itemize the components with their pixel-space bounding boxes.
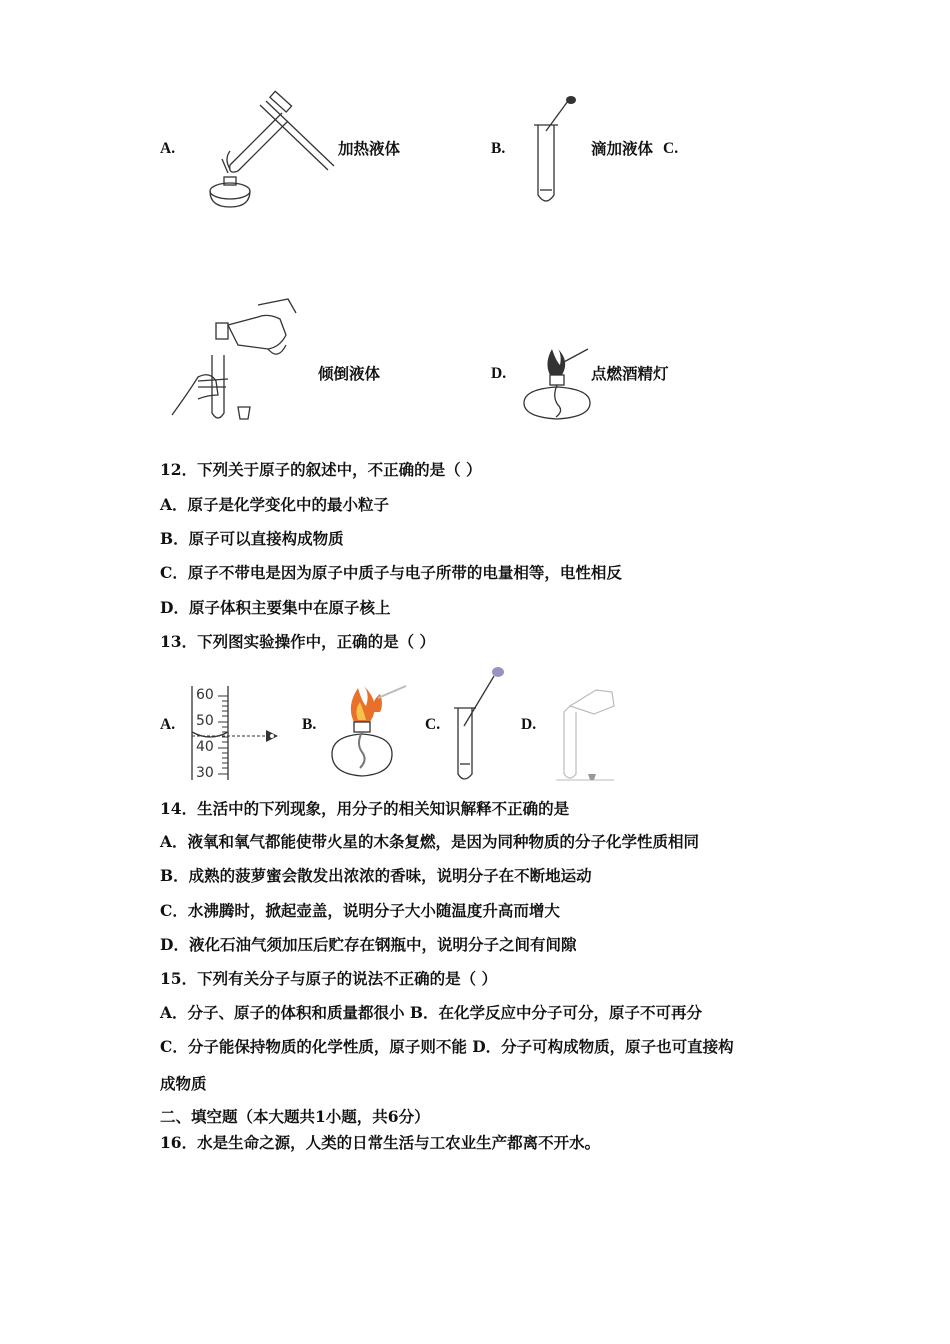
q15-options-line1: A．分子、原子的体积和质量都很小 B．在化学反应中分子可分，原子不可再分 [160,1003,703,1022]
q14-stem: 14．生活中的下列现象，用分子的相关知识解释不正确的是 [160,799,570,818]
q12-option-b: B．原子可以直接构成物质 [160,529,344,548]
q15-options-line3: 成物质 [160,1074,207,1093]
q15-options-line2: C．分子能保持物质的化学性质，原子则不能 D．分子可构成物质，原子也可直接构 [160,1037,734,1056]
q11-option-d-caption: 点燃酒精灯 [591,364,669,383]
q11-option-b-letter: B. [491,140,506,157]
q11-option-d-letter: D. [491,365,507,382]
q14-option-b: B．成熟的菠萝蜜会散发出浓浓的香味，说明分子在不断地运动 [160,866,592,885]
q14-option-d: D．液化石油气须加压后贮存在钢瓶中，说明分子之间有间隙 [160,935,577,954]
q14-option-c: C．水沸腾时，掀起壶盖，说明分子大小随温度升高而增大 [160,901,560,920]
q13-stem: 13．下列图实验操作中，正确的是（ ） [160,632,435,651]
q13-option-c-letter: C. [425,716,441,733]
q12-option-d: D．原子体积主要集中在原子核上 [160,598,391,617]
q13-option-a-letter: A. [160,716,176,733]
pouring-liquid-illustration [168,295,308,425]
cylinder-tick-40: 40 [196,739,214,755]
section2-title: 二、填空题（本大题共1小题，共6分） [160,1107,430,1126]
q16-stem: 16．水是生命之源，人类的日常生活与工农业生产都离不开水。 [160,1133,601,1152]
heating-liquid-illustration [200,95,350,215]
q11-option-c-letter: C. [663,140,679,157]
q12-stem: 12．下列关于原子的叙述中，不正确的是（ ） [160,460,482,479]
q15-stem: 15．下列有关分子与原子的说法不正确的是（ ） [160,969,497,988]
lighting-lamp-illustration [518,345,598,425]
dropping-liquid-illustration [528,95,588,210]
q13-option-d-letter: D. [521,716,537,733]
q12-option-a: A．原子是化学变化中的最小粒子 [160,495,390,514]
cylinder-tick-60: 60 [196,687,214,703]
q11-option-c-caption: 倾倒液体 [318,364,381,383]
q13-option-b-letter: B. [302,716,317,733]
q11-option-b-caption: 滴加液体 [591,139,654,158]
q11-option-a-letter: A. [160,140,176,157]
lamp-lighting-from-lamp-illustration [328,682,418,782]
pouring-into-tube-illustration [556,684,626,784]
q12-option-c: C．原子不带电是因为原子中质子与电子所带的电量相等，电性相反 [160,563,622,582]
dropper-into-tube-illustration [450,664,510,784]
cylinder-tick-50: 50 [196,713,214,729]
q11-option-a-caption: 加热液体 [338,139,401,158]
cylinder-tick-30: 30 [196,765,214,781]
q14-option-a: A．液氧和氧气都能使带火星的木条复燃，是因为同种物质的分子化学性质相同 [160,832,700,851]
